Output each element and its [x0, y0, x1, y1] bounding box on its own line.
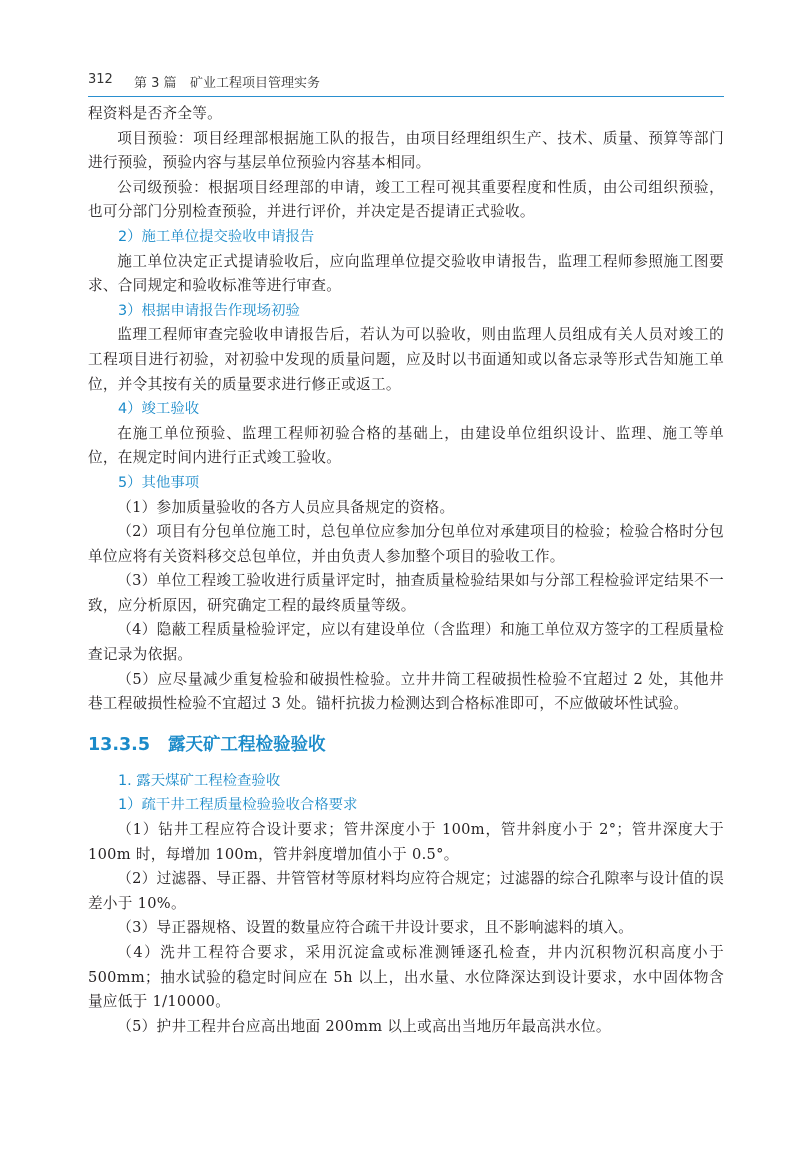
list-item: （3）单位工程竣工验收进行质量评定时，抽查质量检验结果如与分部工程检验评定结果不一致，应分析原因，研究确定工程的最终质量等级。 [88, 572, 724, 614]
paragraph: 监理工程师审查完验收申请报告后，若认为可以验收，则由监理人员组成有关人员对竣工的工程项目进行初验，对初验中发现的质量问题，应及时以书面通知或以备忘录等形式告知施工单位，并令其按有关的质量要求进行修正或返工。 [88, 326, 724, 393]
list-item: （3）导正器规格、设置的数量应符合疏干井设计要求，且不影响滤料的填入。 [117, 919, 634, 937]
subsection-heading: 2）施工单位提交验收申请报告 [118, 228, 315, 245]
list-item: （4）洗井工程符合要求，采用沉淀盒或标准测锤逐孔检查，井内沉积物沉积高度小于 500mm；抽水试验的稳定时间应在 5h 以上，出水量、水位降深达到设计要求，水中固体物含量应低于 1/10000。 [88, 944, 724, 1011]
list-item: （1）钻井工程应符合设计要求；管井深度小于 100m，管井斜度小于 2°；管井深度大于 100m 时，每增加 100m，管井斜度增加值小于 0.5°。 [88, 821, 724, 863]
paragraph: 施工单位决定正式提请验收后，应向监理单位提交验收申请报告，监理工程师参照施工图要求、合同规定和验收标准等进行审查。 [88, 252, 724, 295]
list-item: （2）项目有分包单位施工时，总包单位应参加分包单位对承建项目的检验；检验合格时分包单位应将有关资料移交总包单位，并由负责人参加整个项目的验收工作。 [88, 523, 724, 565]
section-number: 13.3.5 [88, 734, 151, 755]
chapter-title: 矿业工程项目管理实务 [190, 76, 321, 91]
subsection-heading: 5）其他事项 [118, 474, 200, 491]
paragraph: 公司级预验：根据项目经理部的申请，竣工工程可视其重要程度和性质，由公司组织预验，也可分部门分别检查预验，并进行评价，并决定是否提请正式验收。 [88, 178, 724, 221]
header-rule [88, 96, 724, 97]
page-body [88, 102, 724, 1039]
section-heading [88, 727, 724, 763]
subsection-heading: 3）根据申请报告作现场初验 [118, 302, 300, 319]
paragraph: 项目预验：项目经理部根据施工队的报告，由项目经理组织生产、技术、质量、预算等部门进行预验，预验内容与基层单位预验内容基本相同。 [88, 129, 724, 172]
subsection-heading: 1）疏干井工程质量检验验收合格要求 [118, 797, 358, 814]
running-header [88, 72, 724, 98]
section-title: 露天矿工程检验验收 [168, 734, 326, 755]
subsection-heading: 4）竣工验收 [118, 401, 200, 418]
paragraph: 程资料是否齐全等。 [88, 105, 223, 122]
list-item: （4）隐蔽工程质量检验评定，应以有建设单位（含监理）和施工单位双方签字的工程质量检查记录为依据。 [88, 621, 724, 664]
list-item: （5）护井工程井台应高出地面 200mm 以上或高出当地历年最高洪水位。 [117, 1017, 611, 1035]
paragraph: 在施工单位预验、监理工程师初验合格的基础上，由建设单位组织设计、监理、施工等单位，在规定时间内进行正式竣工验收。 [88, 424, 724, 467]
list-item: （1）参加质量验收的各方人员应具备规定的资格。 [117, 498, 455, 516]
chapter-label: 第 3 篇 [134, 76, 177, 91]
page-number: 312 [88, 72, 113, 87]
list-item: （2）过滤器、导正器、井管管材等原材料均应符合规定；过滤器的综合孔隙率与设计值的误差小于 10%。 [88, 870, 724, 912]
subsection-heading: 1. 露天煤矿工程检查验收 [118, 772, 281, 789]
list-item: （5）应尽量减少重复检验和破损性检验。立井井筒工程破损性检验不宜超过 2 处，其他井巷工程破损性检验不宜超过 3 处。锚杆抗拔力检测达到合格标准即可，不应做破坏性试验。 [88, 670, 724, 713]
